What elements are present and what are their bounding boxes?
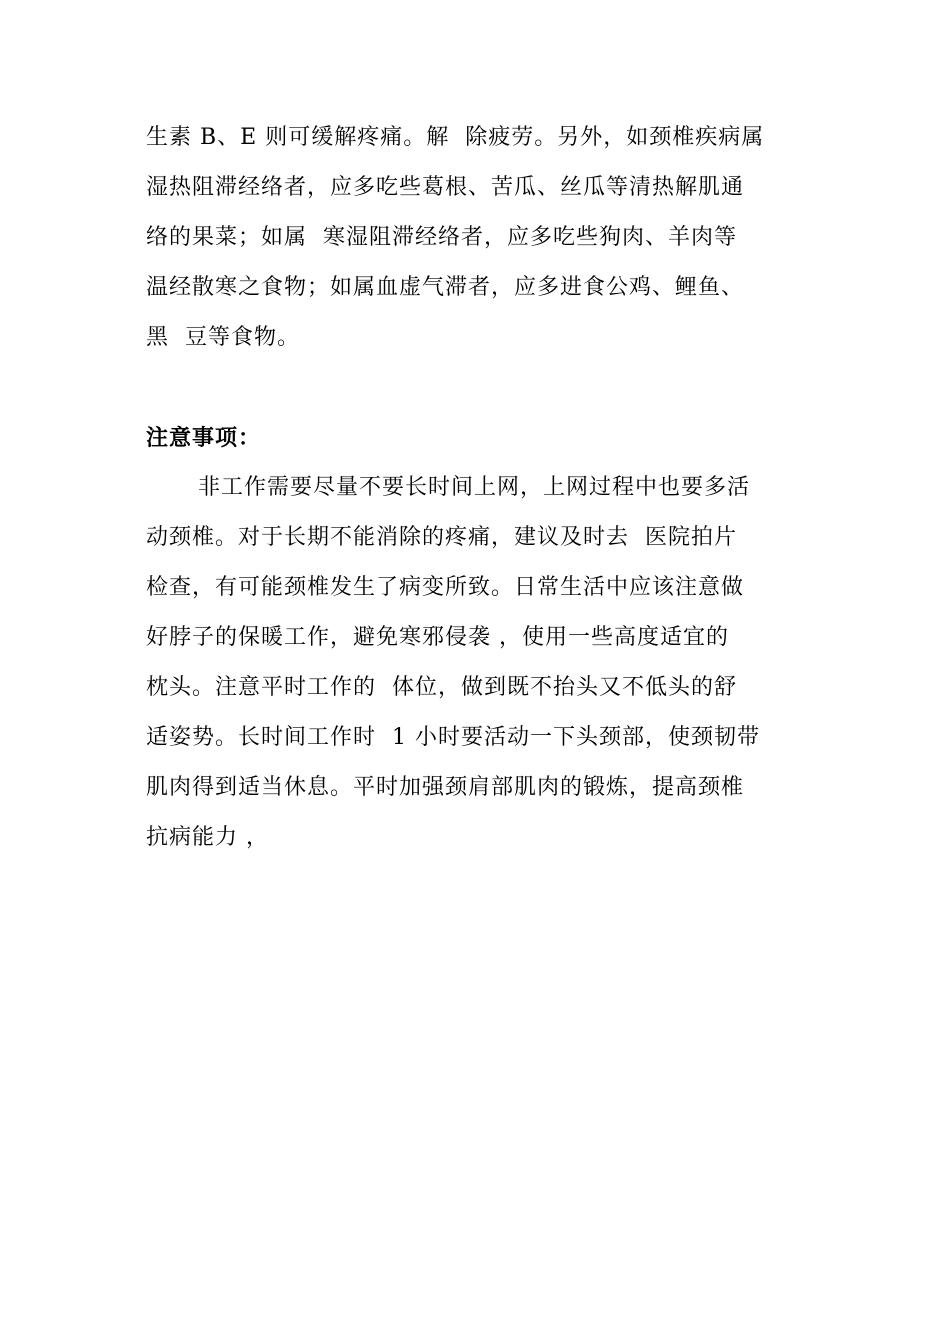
- text-line: 肌肉得到适当休息。平时加强颈肩部肌肉的锻炼，提高颈椎: [146, 775, 745, 800]
- text-line: 动颈椎。对于长期不能消除的疼痛，建议及时去 医院拍片: [146, 525, 737, 550]
- text-line: 适姿势。长时间工作时 1 小时要活动一下头颈部，使颈韧带: [146, 725, 760, 750]
- text-line: 枕头。注意平时工作的 体位，做到既不抬头又不低头的舒: [146, 675, 737, 700]
- text-line: 湿热阻滞经络者，应多吃些葛根、苦瓜、丝瓜等清热解肌通: [146, 175, 745, 200]
- text-line: 温经散寒之食物；如属血虚气滞者，应多进食公鸡、鲤鱼、: [146, 275, 745, 300]
- intro-paragraph: [146, 113, 806, 363]
- text-line: 非工作需要尽量不要长时间上网，上网过程中也要多活: [198, 475, 751, 500]
- text-line: 检查，有可能颈椎发生了病变所致。日常生活中应该注意做: [146, 575, 745, 600]
- text-line: 黑 豆等食物。: [146, 325, 300, 350]
- text-line: 络的果菜；如属 寒湿阻滞经络者，应多吃些狗肉、羊肉等: [146, 225, 737, 250]
- section-heading: 注意事项：: [146, 425, 262, 451]
- text-line: 抗病能力 ，: [146, 825, 269, 850]
- notes-section: [146, 413, 806, 863]
- text-line: 好脖子的保暖工作，避免寒邪侵袭 ，使用一些高度适宜的: [146, 625, 729, 650]
- text-line: 生素 B、E 则可缓解疼痛。解 除疲劳。另外，如颈椎疾病属: [146, 125, 765, 150]
